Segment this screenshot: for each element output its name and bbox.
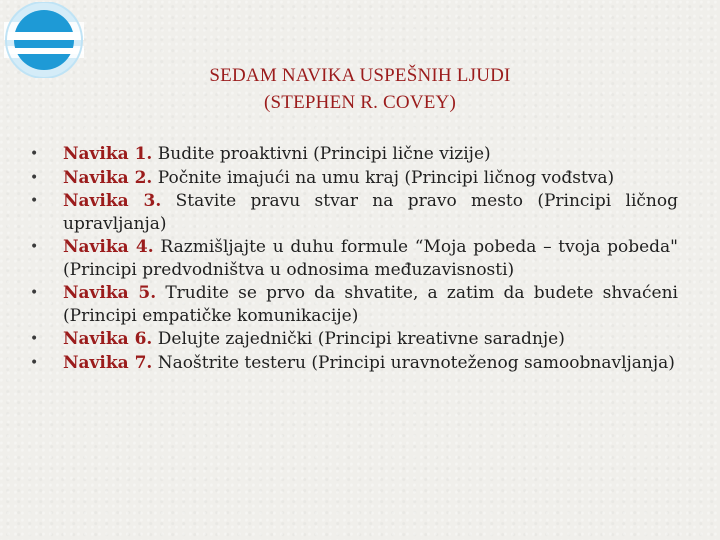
habit-label: Navika 6. bbox=[63, 329, 153, 349]
habit-item-4 bbox=[30, 236, 678, 281]
bullet: • bbox=[30, 354, 39, 371]
habit-label: Navika 1. bbox=[63, 144, 153, 164]
habit-item-1 bbox=[30, 143, 678, 166]
habit-text: Trudite se prvo da shvatite, a zatim da budete shvaćeni (Principi empatičke komunikacije) bbox=[63, 283, 678, 326]
habit-text: Razmišljajte u duhu formule “Moja pobeda – tvoja pobeda" (Principi predvodništva u odnosima međuzavisnosti) bbox=[63, 237, 679, 280]
habit-label: Navika 2. bbox=[63, 167, 153, 188]
habit-label: Navika 7. bbox=[63, 352, 153, 373]
bullet: • bbox=[30, 331, 39, 347]
habit-text: Stavite pravu stvar na pravo mesto (Principi ličnog upravljanja) bbox=[63, 191, 678, 234]
habit-text: Budite proaktivni (Principi lične vizije) bbox=[152, 144, 491, 164]
title-line-2: (STEPHEN R. COVEY) bbox=[263, 92, 456, 113]
habit-text: Počnite imajući na umu kraj (Principi ličnog vođstva) bbox=[152, 167, 615, 188]
bullet: • bbox=[30, 169, 39, 186]
bullet: • bbox=[30, 285, 39, 301]
habit-label: Navika 4. bbox=[63, 237, 154, 257]
habit-item-2 bbox=[30, 167, 678, 190]
slide-title bbox=[0, 62, 720, 116]
title-line-1: SEDAM NAVIKA USPEŠNIH LJUDI bbox=[209, 65, 511, 86]
habit-label: Navika 5. bbox=[63, 283, 157, 303]
habit-item-5 bbox=[30, 282, 678, 327]
habit-text: Delujte zajednički (Principi kreativne saradnje) bbox=[152, 329, 565, 349]
habit-label: Navika 3. bbox=[63, 191, 162, 211]
bullet: • bbox=[30, 193, 39, 209]
habit-item-6 bbox=[30, 328, 678, 351]
habits-list bbox=[30, 143, 678, 375]
bullet: • bbox=[30, 239, 39, 255]
habit-text: Naoštrite testeru (Principi uravnoteženog samoobnavljanja) bbox=[152, 352, 675, 373]
bullet: • bbox=[30, 146, 39, 162]
habit-item-7 bbox=[30, 352, 678, 375]
habit-item-3 bbox=[30, 190, 678, 235]
